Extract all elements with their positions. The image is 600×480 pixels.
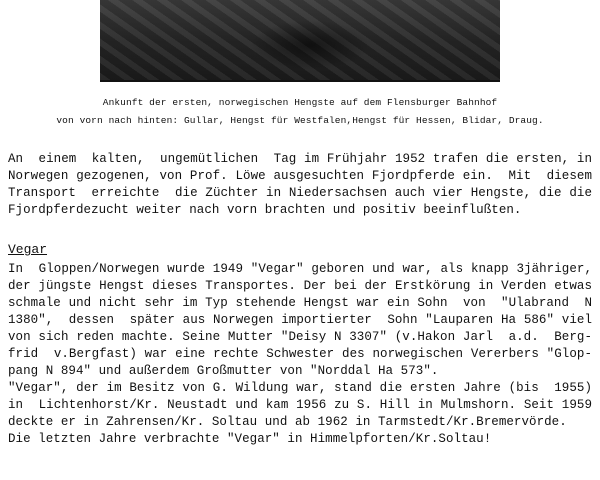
intro-paragraph	[8, 151, 592, 219]
intro-line: An einem kalten, ungemütlichen Tag im Frühjahr 1952 trafen die ersten, in	[8, 152, 592, 166]
section-heading: Vegar	[8, 242, 48, 257]
section-paragraph	[8, 261, 592, 448]
photo-image	[100, 0, 500, 82]
intro-line: Fjordpferdezucht weiter nach vorn brachten und positiv beeinflußten.	[8, 203, 522, 217]
photo-caption-line-2: von vorn nach hinten: Gullar, Hengst für Westfalen,Hengst für Hessen, Blidar, Draug.	[56, 115, 544, 126]
photo-caption-line-1: Ankunft der ersten, norwegischen Hengste auf dem Flensburger Bahnhof	[102, 97, 498, 108]
section-line: schmale und nicht sehr im Typ stehende Hengst war ein Sohn von "Ulabrand N	[8, 296, 592, 310]
section-line: In Gloppen/Norwegen wurde 1949 "Vegar" geboren und war, als knapp 3jähriger,	[8, 262, 592, 276]
section-line: "Vegar", der im Besitz von G. Wildung war, stand die ersten Jahre (bis 1955)	[8, 381, 592, 395]
intro-line: Transport erreichte die Züchter in Niedersachsen auch vier Hengste, die die	[8, 186, 592, 200]
section-line: Die letzten Jahre verbrachte "Vegar" in Himmelpforten/Kr.Soltau!	[8, 432, 492, 446]
section-line: 1380", dessen später aus Norwegen importierter Sohn "Lauparen Ha 586" viel	[8, 313, 592, 327]
section-line: der jüngste Hengst dieses Transportes. Der bei der Erstkörung in Verden etwas	[8, 279, 592, 293]
section-line: von sich reden machte. Seine Mutter "Deisy N 3307" (v.Hakon Jarl a.d. Berg-	[8, 330, 592, 344]
intro-line: Norwegen gezogenen, von Prof. Löwe ausgesuchten Fjordpferde ein. Mit diesem	[8, 169, 592, 183]
section-line: deckte er in Zahrensen/Kr. Soltau und ab 1962 in Tarmstedt/Kr.Bremervörde.	[8, 415, 567, 429]
section-line: pang N 894" und außerdem Großmutter von "Norddal Ha 573".	[8, 364, 439, 378]
section-line: in Lichtenhorst/Kr. Neustadt und kam 1956 zu S. Hill in Mulmshorn. Seit 1959	[8, 398, 592, 412]
section-line: frid v.Bergfast) war eine rechte Schwester des norwegischen Vererbers "Glop-	[8, 347, 592, 361]
